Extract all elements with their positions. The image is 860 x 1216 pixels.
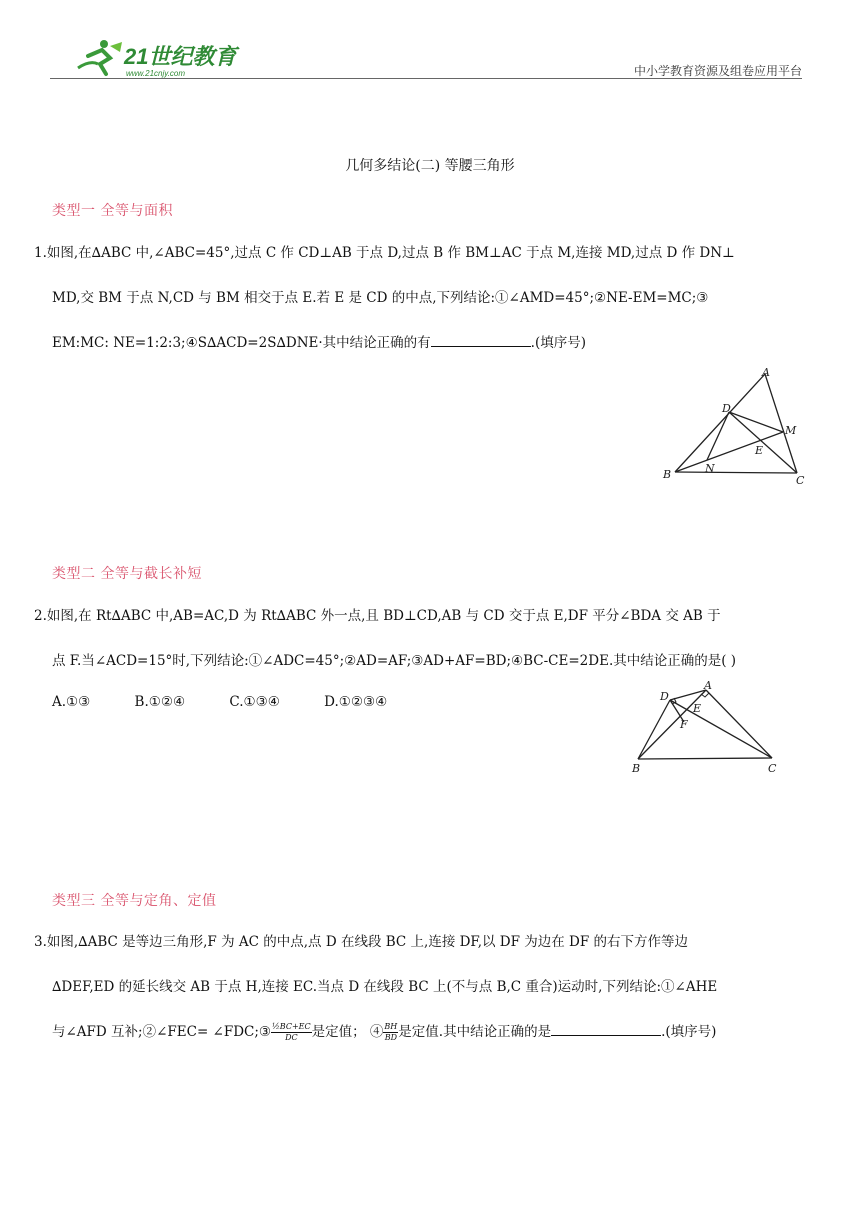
question-2-line-1: 2.如图,在 Rt∆ABC 中,AB=AC,D 为 Rt∆ABC 外一点,且 BD⊥CD,AB 与 CD 交于点 E,DF 平分∠BDA 交 AB 于	[34, 608, 721, 624]
figure-1-label-n: N	[705, 462, 715, 475]
fraction-1	[271, 1022, 312, 1043]
question-1-line-2: MD,交 BM 于点 N,CD 与 BM 相交于点 E.若 E 是 CD 的中点,下列结论:①∠AMD=45°;②NE-EM=MC;③	[52, 290, 709, 306]
question-3-line-1: 3.如图,∆ABC 是等边三角形,F 为 AC 的中点,点 D 在线段 BC 上,连接 DF,以 DF 为边在 DF 的右下方作等边	[34, 934, 689, 950]
question-1-line-1: 1.如图,在∆ABC 中,∠ABC=45°,过点 C 作 CD⊥AB 于点 D,过点 B 作 BM⊥AC 于点 M,连接 MD,过点 D 作 DN⊥	[34, 245, 735, 261]
option-c[interactable]: C.①③④	[229, 694, 280, 710]
answer-blank-1[interactable]	[431, 332, 531, 347]
fraction-1-denominator: DC	[285, 1033, 298, 1042]
question-3-text-a: 与∠AFD 互补;②∠FEC= ∠FDC;③	[52, 1024, 272, 1040]
question-3-line-2: ∆DEF,ED 的延长线交 AB 于点 H,连接 EC.当点 D 在线段 BC 上(不与点 B,C 重合)运动时,下列结论:①∠AHE	[52, 979, 718, 995]
page-title: 几何多结论(二) 等腰三角形	[345, 158, 515, 174]
question-3-line-3	[34, 1010, 808, 1055]
figure-1-label-a: A	[762, 366, 770, 379]
option-b[interactable]: B.①②④	[134, 694, 186, 710]
question-2-options	[52, 694, 427, 710]
figure-2-label-e: E	[693, 702, 702, 715]
option-a[interactable]: A.①③	[52, 694, 91, 710]
question-1	[34, 231, 808, 366]
section-heading-3: 类型三 全等与定角、定值	[52, 893, 217, 909]
question-2	[34, 594, 808, 684]
figure-2-diagram	[628, 676, 788, 776]
figure-1-label-m: M	[785, 424, 797, 437]
question-1-suffix: .(填序号)	[530, 335, 586, 351]
figure-2-label-c: C	[768, 762, 777, 775]
question-3-text-b: 是定值； ④	[311, 1024, 384, 1040]
figure-1-label-d: D	[722, 402, 731, 415]
fraction-1-numerator: ½BC+EC	[272, 1022, 311, 1031]
page-header	[50, 38, 802, 78]
logo-text: 21世纪教育	[124, 44, 237, 69]
figure-1-label-c: C	[796, 474, 805, 487]
figure-1-diagram	[655, 362, 815, 492]
answer-blank-3[interactable]	[551, 1021, 661, 1036]
option-d[interactable]: D.①②③④	[324, 694, 388, 710]
question-3-suffix: .(填序号)	[661, 1024, 717, 1040]
figure-1-label-b: B	[663, 468, 672, 481]
section-heading-2: 类型二 全等与截长补短	[52, 566, 202, 582]
fraction-2	[383, 1022, 398, 1043]
figure-2-label-b: B	[632, 762, 641, 775]
question-3-text-c: 是定值.其中结论正确的是	[398, 1024, 552, 1040]
figure-2-label-d: D	[660, 690, 669, 703]
logo-subtext: www.21cnjy.com	[126, 69, 185, 78]
logo-icon	[64, 38, 284, 78]
section-heading-1: 类型一 全等与面积	[52, 203, 173, 219]
question-1-text: EM:MC: NE=1:2:3;④S∆ACD=2S∆DNE·其中结论正确的有	[52, 335, 431, 351]
figure-2-label-f: F	[680, 718, 688, 731]
question-3	[34, 920, 808, 1055]
figure-2-label-a: A	[704, 679, 712, 692]
fraction-2-numerator: BH	[384, 1022, 398, 1031]
header-platform-text: 中小学教育资源及组卷应用平台	[633, 64, 802, 78]
header-divider	[50, 78, 802, 79]
question-1-line-3	[34, 321, 808, 366]
question-2-line-2: 点 F.当∠ACD=15°时,下列结论:①∠ADC=45°;②AD=AF;③AD+AF=BD;④BC-CE=2DE.其中结论正确的是( )	[52, 653, 737, 669]
figure-1-label-e: E	[755, 444, 764, 457]
fraction-2-denominator: BD	[384, 1033, 397, 1042]
